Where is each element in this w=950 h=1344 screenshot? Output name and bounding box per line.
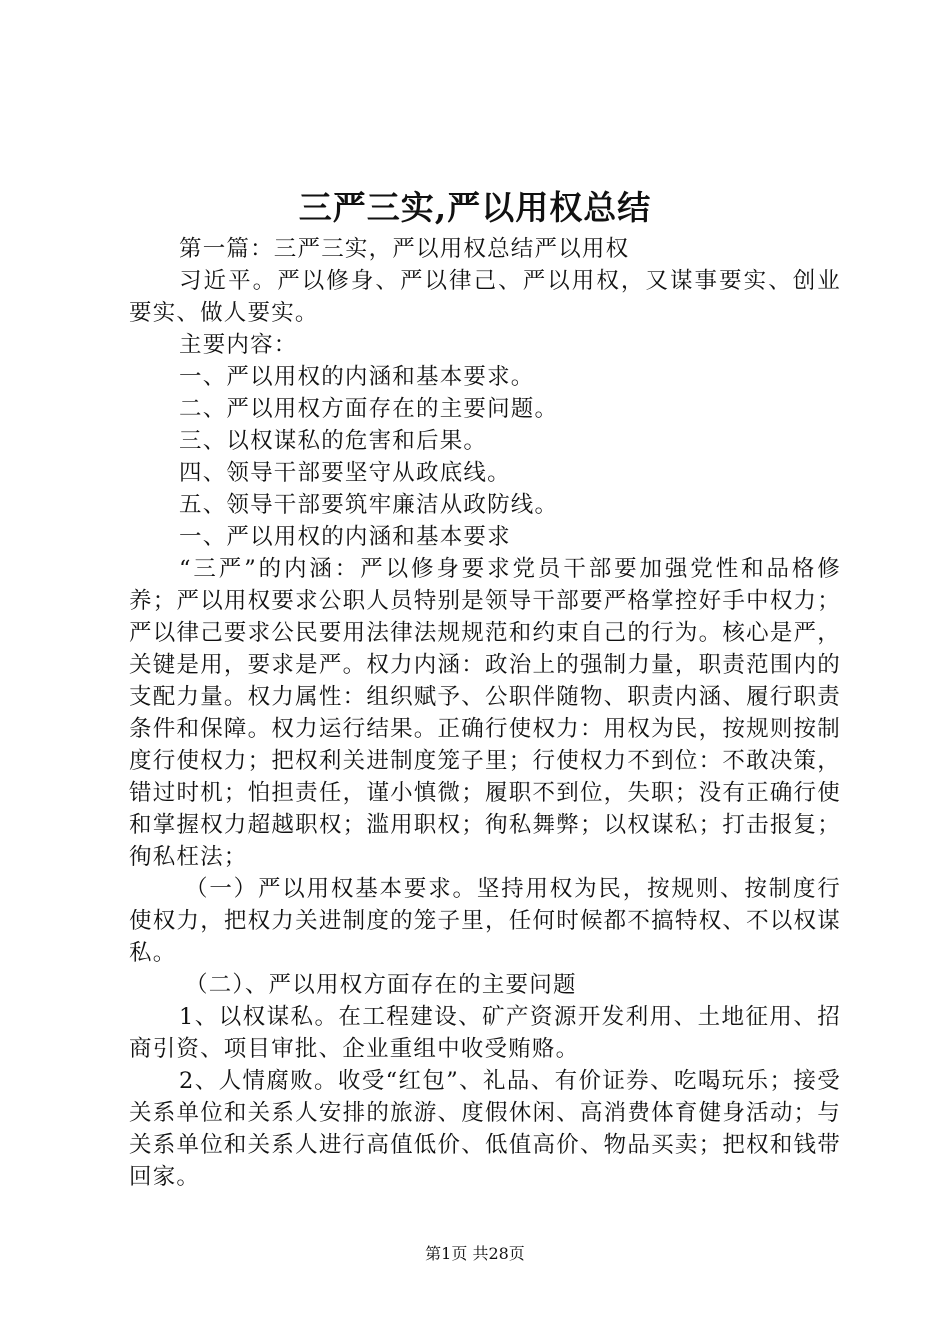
paragraph: 四、领导干部要坚守从政底线。 xyxy=(179,460,511,486)
paragraph: 二、严以用权方面存在的主要问题。 xyxy=(179,396,559,422)
paragraph: 一、严以用权的内涵和基本要求 xyxy=(179,524,511,550)
paragraph: 主要内容： xyxy=(179,332,298,358)
paragraph: 五、领导干部要筑牢廉洁从政防线。 xyxy=(179,492,559,518)
paragraph: 第一篇：三严三实，严以用权总结严以用权 xyxy=(179,236,630,262)
paragraph: （一）严以用权基本要求。坚持用权为民，按规则、按制度行使权力，把权力关进制度的笼子里，任何时候都不搞特权、不以权谋私。 xyxy=(129,876,841,966)
paragraph: 一、严以用权的内涵和基本要求。 xyxy=(179,364,535,390)
paragraph: “三严”的内涵：严以修身要求党员干部要加强党性和品格修养；严以用权要求公职人员特别是领导干部要严格掌控好手中权力；严以律己要求公民要用法律法规规范和约束自己的行为。核心是严，关键是用，要求是严。权力内涵：政治上的强制力量，职责范围内的支配力量。权力属性：组织赋予、公职伴随物、职责内涵、履行职责条件和保障。权力运行结果。正确行使权力：用权为民，按规则按制度行使权力；把权利关进制度笼子里；行使权力不到位：不敢决策，错过时机；怕担责任，谨小慎微；履职不到位，失职；没有正确行使和掌握权力超越职权；滥用职权；徇私舞弊；以权谋私；打击报复；徇私枉法； xyxy=(129,556,841,870)
document-title: 三严三实,严以用权总结 xyxy=(298,188,652,227)
paragraph: 1、以权谋私。在工程建设、矿产资源开发利用、土地征用、招商引资、项目审批、企业重组中收受贿赂。 xyxy=(129,1004,841,1062)
paragraph: 三、以权谋私的危害和后果。 xyxy=(179,428,488,454)
document-body xyxy=(129,233,841,1193)
page-footer: 第1页 共28页 xyxy=(425,1244,525,1263)
paragraph: （二）、严以用权方面存在的主要问题 xyxy=(185,972,577,998)
paragraph: 2、人情腐败。收受“红包”、礼品、有价证券、吃喝玩乐；接受关系单位和关系人安排的旅游、度假休闲、高消费体育健身活动；与关系单位和关系人进行高值低价、低值高价、物品买卖；把权和钱带回家。 xyxy=(129,1068,841,1190)
paragraph: 习近平。严以修身、严以律己、严以用权，又谋事要实、创业要实、做人要实。 xyxy=(129,268,841,326)
